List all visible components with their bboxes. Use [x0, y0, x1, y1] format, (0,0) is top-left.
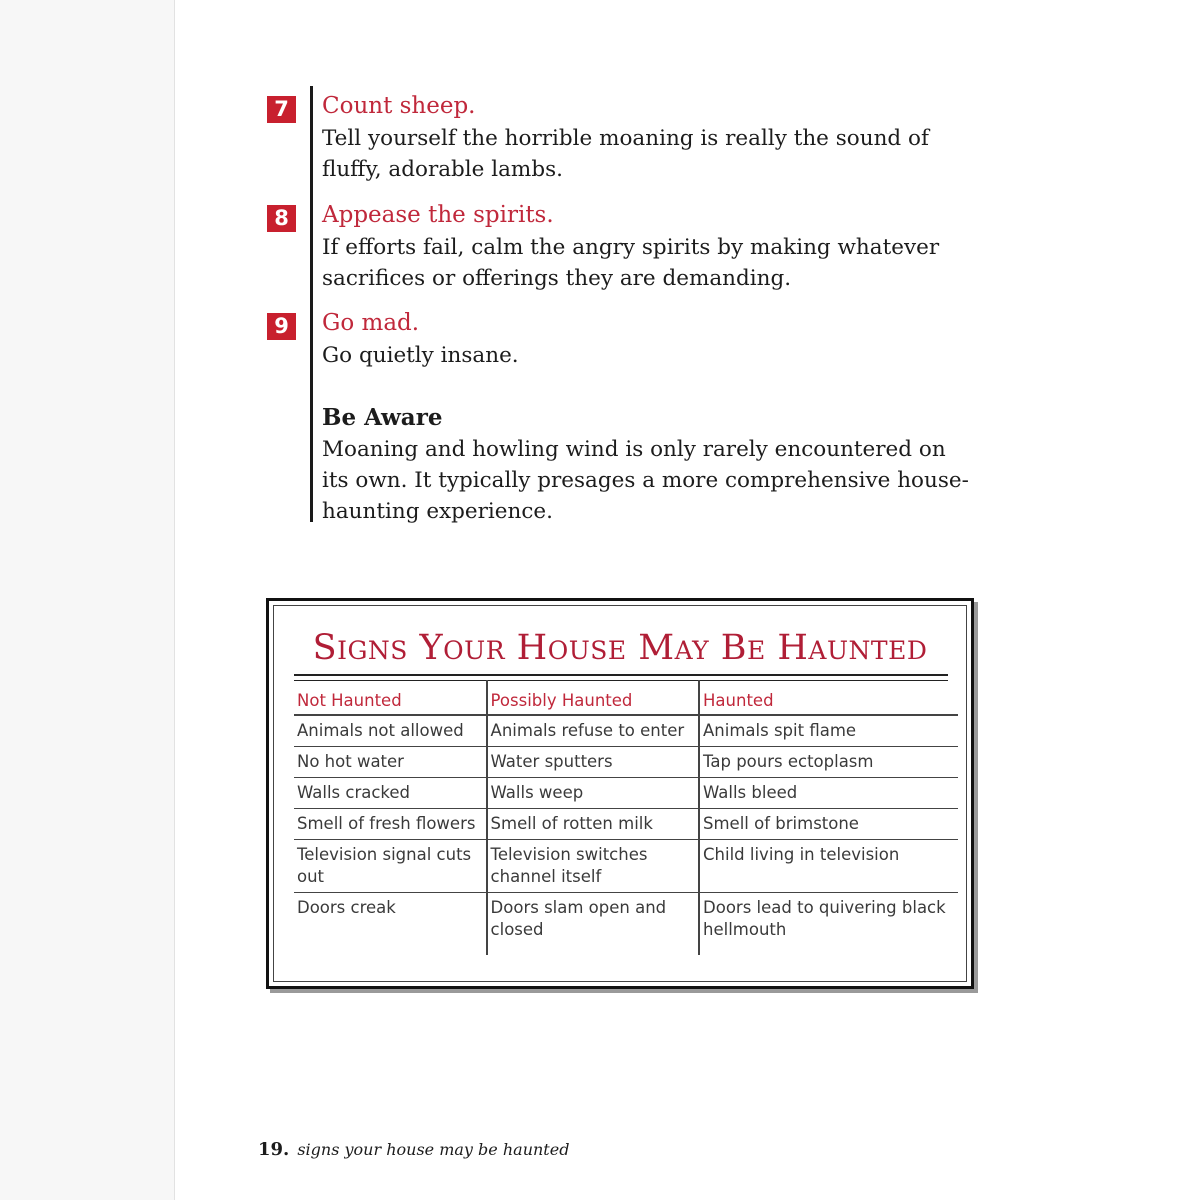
step-number-badge: 8	[267, 205, 296, 232]
steps-section	[262, 86, 982, 522]
table-row	[294, 893, 958, 956]
table-cell: Walls cracked	[294, 778, 487, 809]
table-cell: Doors creak	[297, 898, 396, 917]
table-row	[294, 747, 958, 778]
table-cell: Animals refuse to enter	[487, 715, 699, 747]
step-title: Appease the spirits.	[322, 202, 554, 228]
table-cell: Walls bleed	[699, 778, 958, 809]
table-cell: Smell of brimstone	[699, 809, 958, 840]
be-aware-heading: Be Aware	[322, 404, 443, 431]
step-body: If efforts fail, calm the angry spirits by making whatever sacrifices or offerings they are demanding.	[322, 235, 940, 291]
table-cell: Smell of rotten milk	[487, 809, 699, 840]
step-title: Count sheep.	[322, 93, 476, 119]
step-title: Go mad.	[322, 310, 420, 336]
running-title: signs your house may be haunted	[297, 1140, 570, 1159]
table-cell: Tap pours ectoplasm	[699, 747, 958, 778]
table-cell: Television signal cuts out	[294, 840, 487, 893]
table-row	[294, 809, 958, 840]
table-cell: Animals spit flame	[699, 715, 958, 747]
table-cell: Doors lead to quivering black hellmouth	[699, 893, 958, 956]
page-footer	[258, 1138, 569, 1162]
table-cell: Water sputters	[487, 747, 699, 778]
page-gutter	[0, 0, 175, 1200]
haunted-signs-table	[294, 680, 958, 955]
table-cell: Smell of fresh flowers	[294, 809, 487, 840]
table-row	[294, 778, 958, 809]
table-cell: Doors slam open and closed	[487, 893, 699, 956]
table-cell: Walls weep	[487, 778, 699, 809]
header-not-haunted: Not Haunted	[294, 680, 487, 715]
page-number: 19.	[258, 1139, 290, 1160]
step-number-badge: 7	[267, 96, 296, 123]
table-title: Signs Your House May Be Haunted	[312, 628, 928, 668]
table-cell: Television switches channel itself	[487, 840, 699, 893]
vertical-rule	[310, 86, 313, 522]
table-cell: Animals not allowed	[294, 715, 487, 747]
header-haunted: Haunted	[699, 680, 958, 715]
haunted-signs-table-box	[266, 598, 974, 989]
table-inner-frame	[273, 605, 967, 982]
table-header-row	[294, 680, 958, 715]
table-row	[294, 715, 958, 747]
header-possibly-haunted: Possibly Haunted	[487, 680, 699, 715]
be-aware-body: Moaning and howling wind is only rarely encountered on its own. It typically presages a more comprehensive house-haunting experience.	[322, 437, 969, 524]
table-row	[294, 840, 958, 893]
step-body: Tell yourself the horrible moaning is really the sound of fluffy, adorable lambs.	[322, 126, 929, 182]
step-body: Go quietly insane.	[322, 343, 519, 368]
table-cell: No hot water	[294, 747, 487, 778]
table-cell: Child living in television	[699, 840, 958, 893]
step-number-badge: 9	[267, 313, 296, 340]
